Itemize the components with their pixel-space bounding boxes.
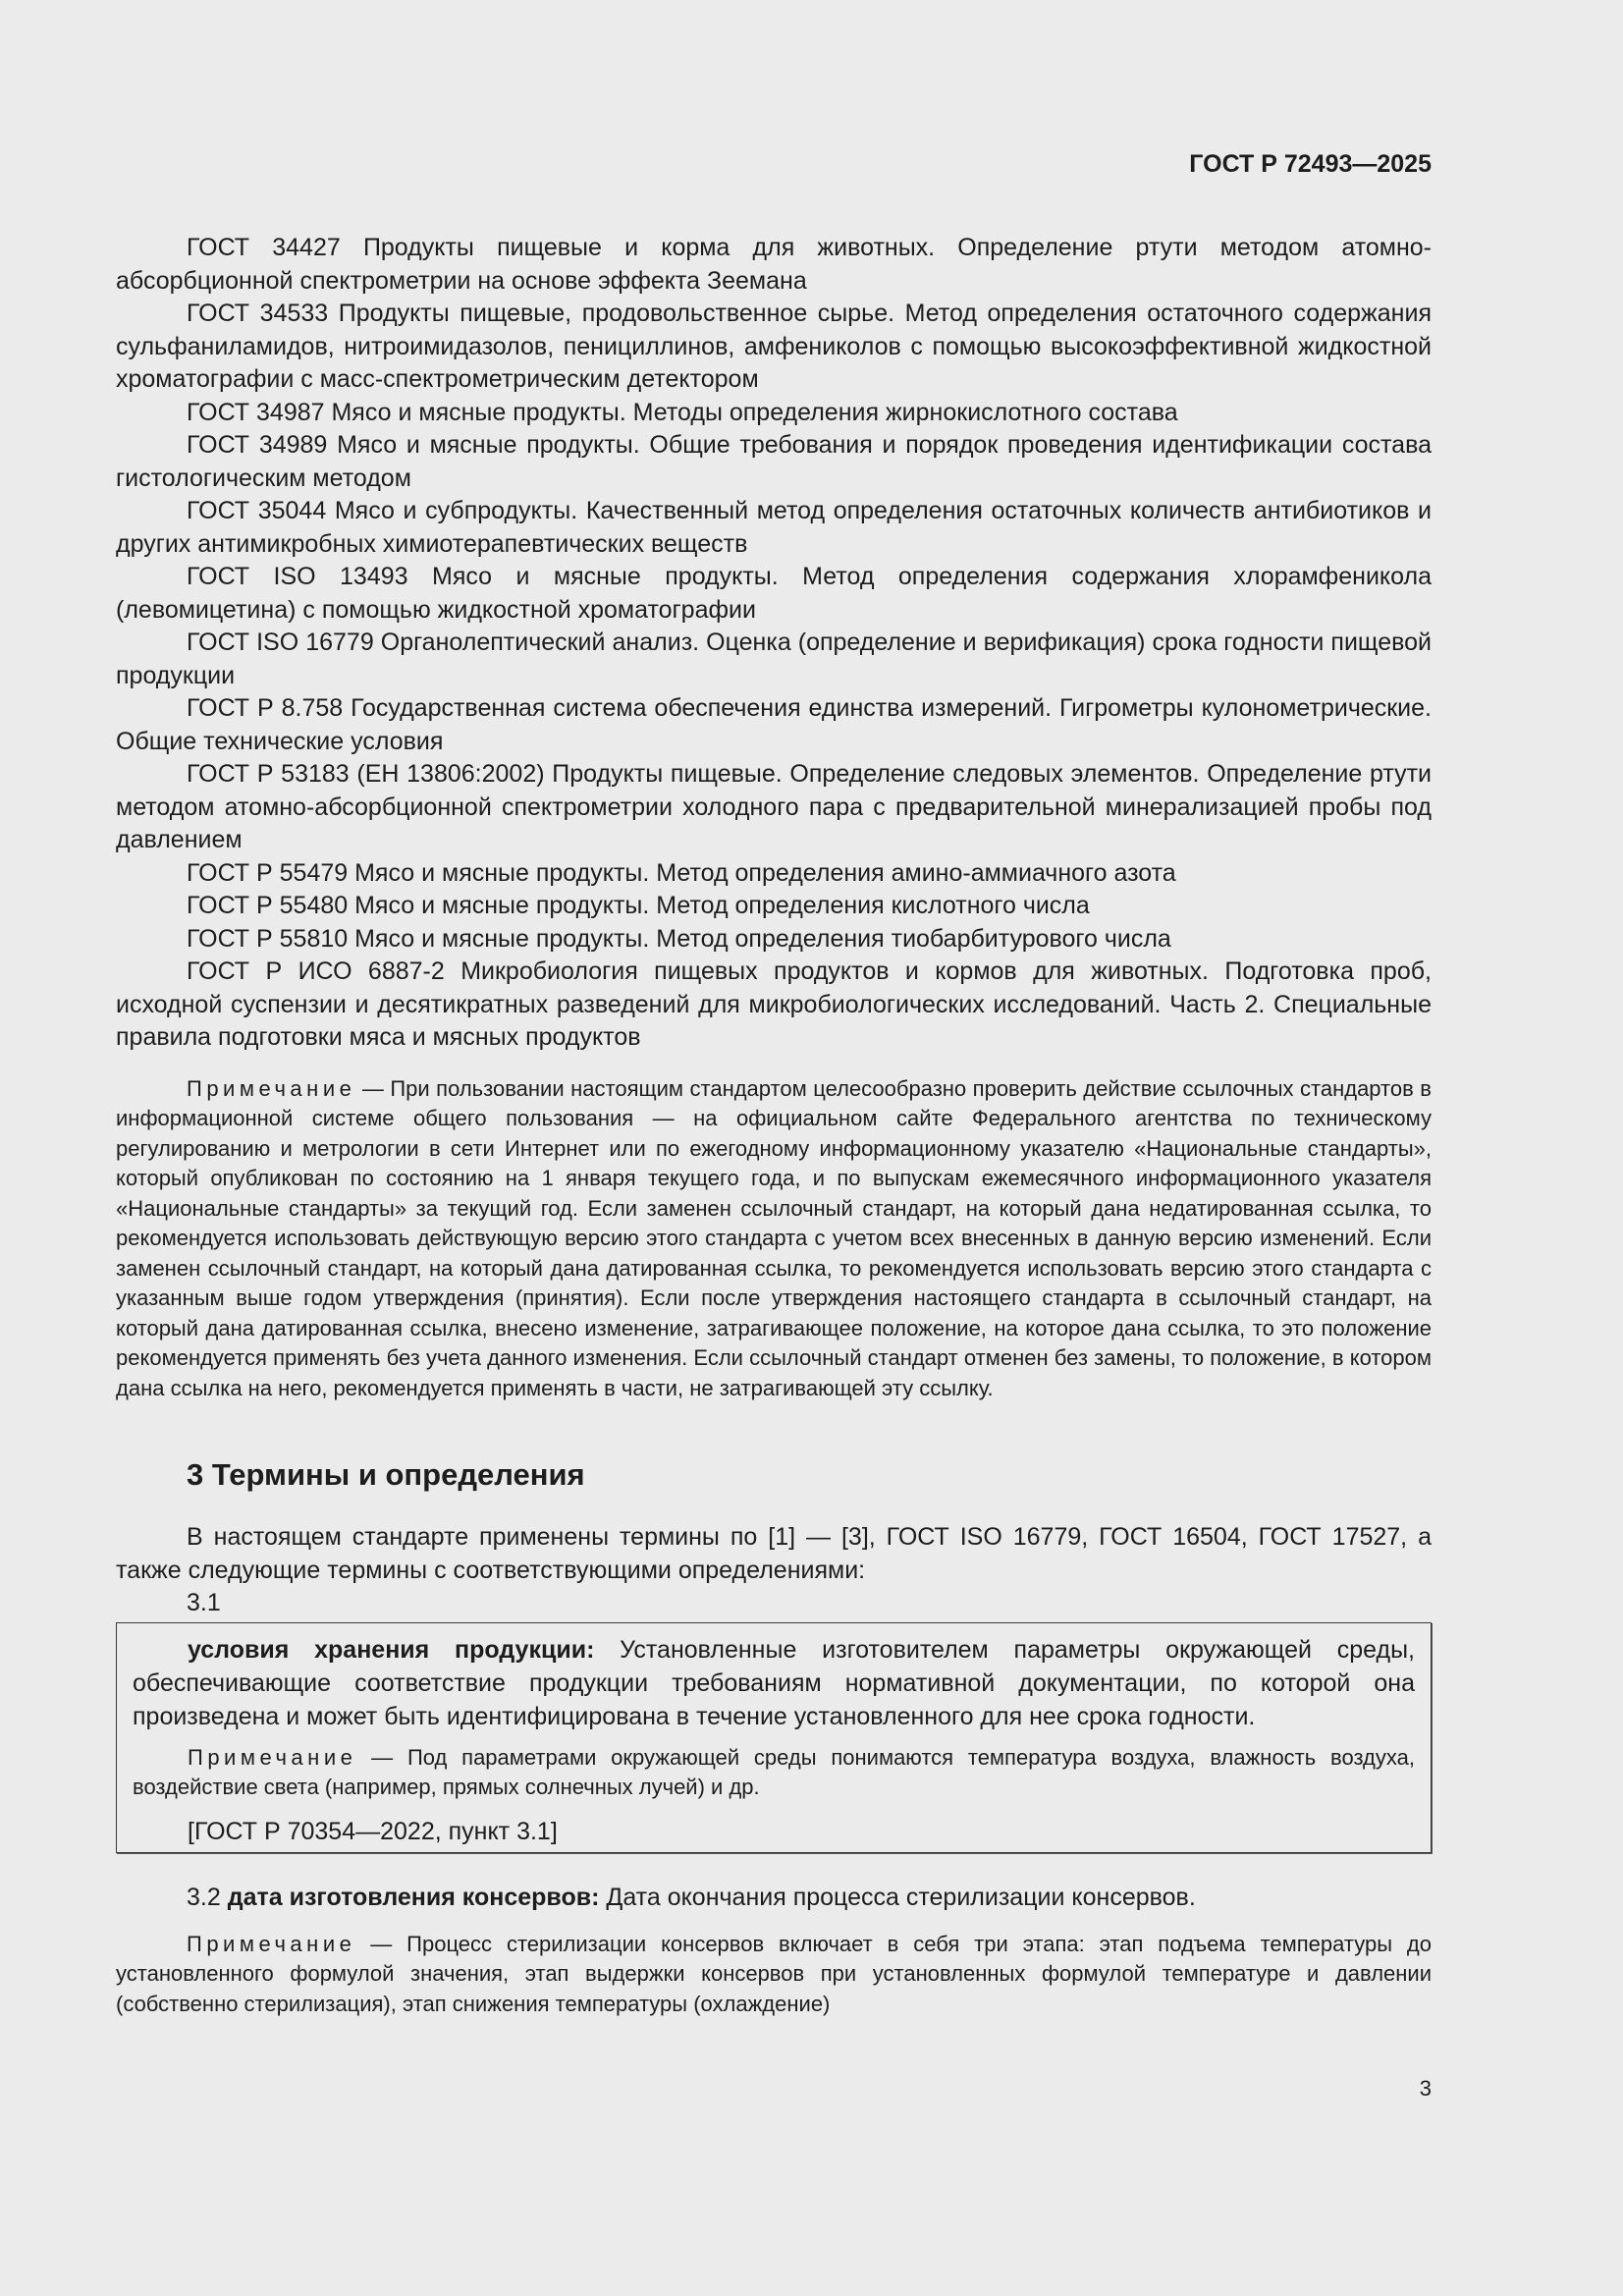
reference-item: ГОСТ 35044 Мясо и субпродукты. Качественный метод определения остаточных количеств антибиотиков и других антимикробных химиотерапевтических веществ (116, 497, 1432, 558)
term-definition-box (116, 1622, 1432, 1853)
normative-references-list (116, 232, 1432, 1055)
reference-item: ГОСТ Р 55479 Мясо и мясные продукты. Метод определения амино-аммиачного азота (187, 858, 1176, 887)
reference-item: ГОСТ 34989 Мясо и мясные продукты. Общие требования и порядок проведения идентификации состава гистологическим методом (116, 431, 1432, 492)
section-intro: В настоящем стандарте применены термины по [1] — [3], ГОСТ ISO 16779, ГОСТ 16504, ГОСТ 17527, а также следующие термины с соответствующими определениями: (116, 1523, 1432, 1584)
section-heading: 3 Термины и определения (187, 1457, 585, 1492)
reference-item: ГОСТ ISO 13493 Мясо и мясные продукты. Метод определения содержания хлорамфеникола (левомицетина) с помощью жидкостной хроматографии (116, 563, 1432, 624)
reference-item: ГОСТ Р 8.758 Государственная система обеспечения единства измерений. Гигрометры кулонометрические. Общие технические условия (116, 694, 1432, 755)
term-number: 3.2 (187, 1883, 221, 1911)
term-note (116, 1930, 1432, 2020)
note-text: — При пользовании настоящим стандартом целесообразно проверить действие ссылочных стандартов в информационной системе общего пользования — на официальном сайте Федерального агентства по техническому регулированию и метрологии в сети Интернет или по ежегодному информационному указателю «Национальные стандарты», который опубликован по состоянию на 1 января текущего года, и по выпускам ежемесячного информационного указателя «Национальные стандарты» за текущий год. Если заменен ссылочный стандарт, на который дана недатированная ссылка, то рекомендуется использовать действующую версию этого стандарта с учетом всех внесенных в данную версию изменений. Если заменен ссылочный стандарт, на который дана датированная ссылка, то рекомендуется использовать версию этого стандарта с указанным выше годом утверждения (принятия). Если после утверждения настоящего стандарта в ссылочный стандарт, на который дана датированная ссылка, внесено изменение, затрагивающее положение, на которое дана ссылка, то это положение рекомендуется применять без учета данного изменения. Если ссылочный стандарт отменен без замены, то положение, в котором дана ссылка на него, рекомендуется применять в части, не затрагивающей эту ссылку. (116, 1075, 1432, 1400)
reference-item: ГОСТ Р 55810 Мясо и мясные продукты. Метод определения тиобарбитурового числа (187, 924, 1171, 953)
term-number: 3.1 (187, 1589, 221, 1616)
term-definition (133, 1633, 1415, 1733)
reference-item: ГОСТ 34533 Продукты пищевые, продовольственное сырье. Метод определения остаточного содержания сульфаниламидов, нитроимидазолов, пенициллинов, амфениколов с помощью высокоэффективной жидкостной хроматографии с масс-спектрометрическим детектором (116, 300, 1432, 393)
term-definition (116, 1881, 1432, 1914)
note-label: Примечание (188, 1744, 357, 1770)
reference-item: ГОСТ Р 55480 Мясо и мясные продукты. Метод определения кислотного числа (187, 892, 1090, 919)
document-code: ГОСТ Р 72493—2025 (1189, 150, 1432, 178)
reference-item: ГОСТ Р 53183 (ЕН 13806:2002) Продукты пищевые. Определение следовых элементов. Определение ртути методом атомно-абсорбционной спектрометрии холодного пара с предварительной минерализацией пробы под давлением (116, 760, 1432, 853)
term-name: дата изготовления консервов: (227, 1883, 600, 1911)
page-number: 3 (1419, 2076, 1432, 2101)
reference-item: ГОСТ 34427 Продукты пищевые и корма для животных. Определение ртути методом атомно-абсорбционной спектрометрии на основе эффекта Зеемана (116, 234, 1432, 295)
term-name: условия хранения продукции: (188, 1635, 595, 1664)
reference-item: ГОСТ 34987 Мясо и мясные продукты. Методы определения жирнокислотного состава (187, 398, 1178, 426)
term-definition-text: Установленные изготовителем параметры окружающей среды, обеспечивающие соответствие продукции требованиям нормативной документации, по которой она произведена и может быть идентифицирована в течение установленного для нее срока годности. (133, 1635, 1415, 1730)
reference-item: ГОСТ ISO 16779 Органолептический анализ. Оценка (определение и верификация) срока годности пищевой продукции (116, 629, 1432, 689)
note-label: Примечание (187, 1075, 356, 1101)
term-source: [ГОСТ Р 70354—2022, пункт 3.1] (188, 1817, 558, 1845)
references-note (116, 1074, 1432, 1404)
note-label: Примечание (187, 1931, 356, 1956)
term-definition-text: Дата окончания процесса стерилизации консервов. (599, 1883, 1196, 1911)
note-text: — Под параметрами окружающей среды понимаются температура воздуха, влажность воздуха, воздействие света (например, прямых солнечных лучей) и др. (133, 1744, 1415, 1799)
note-text: — Процесс стерилизации консервов включает в себя три этапа: этап подъема температуры до установленного формулой значения, этап выдержки консервов при установленных формулой температуре и давлении (собственно стерилизация), этап снижения температуры (охлаждение) (116, 1931, 1432, 2016)
term-note (133, 1743, 1415, 1803)
reference-item: ГОСТ Р ИСО 6887-2 Микробиология пищевых продуктов и кормов для животных. Подготовка проб, исходной суспензии и десятикратных разведений для микробиологических исследований. Часть 2. Специальные правила подготовки мяса и мясных продуктов (116, 957, 1432, 1051)
